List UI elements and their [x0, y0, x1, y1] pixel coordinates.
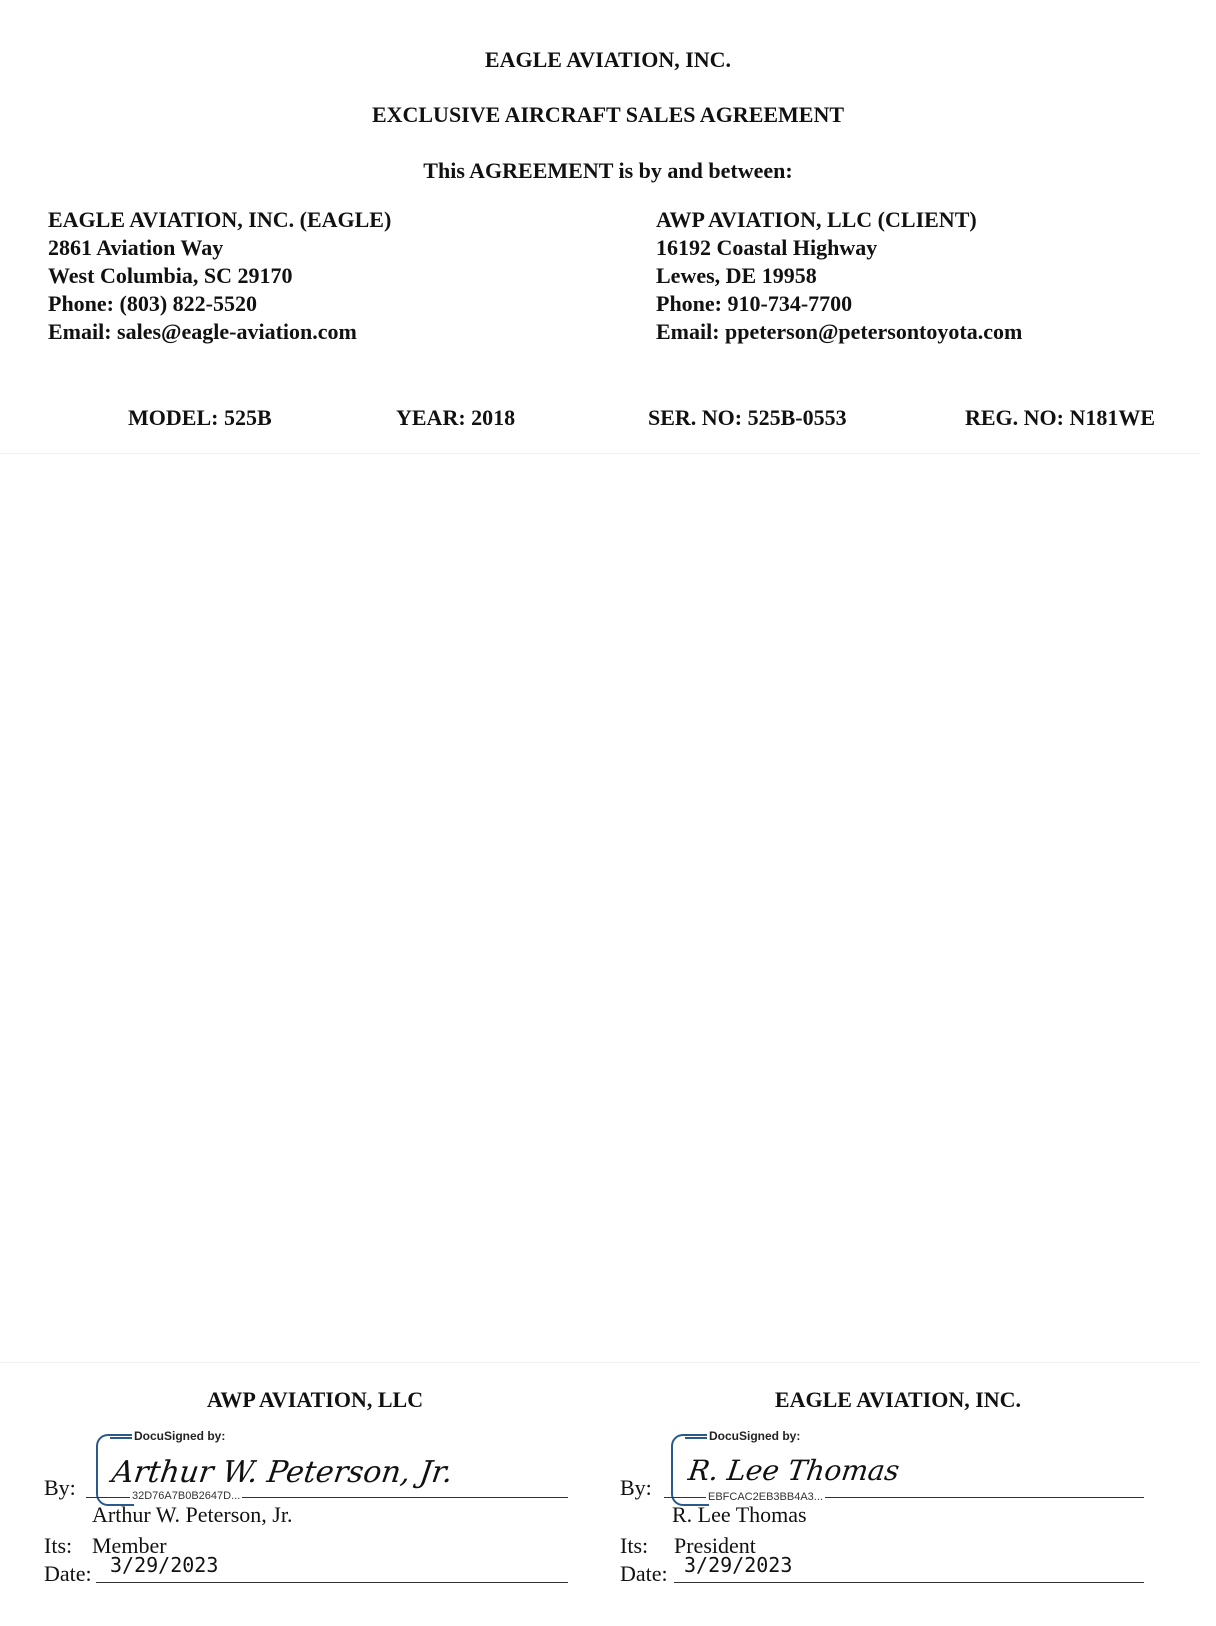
party-eagle-city: West Columbia, SC 29170 [48, 263, 293, 288]
party-eagle-street: 2861 Aviation Way [48, 235, 224, 260]
agreement-title: EXCLUSIVE AIRCRAFT SALES AGREEMENT [371, 102, 845, 127]
party-eagle-name: EAGLE AVIATION, INC. (EAGLE) [48, 207, 392, 232]
party-eagle-block [48, 206, 391, 346]
sig-right-its-label: Its: [620, 1533, 649, 1558]
page-break-top [0, 453, 1200, 454]
party-eagle-email: Email: sales@eagle-aviation.com [48, 319, 357, 344]
docusign-id-left: 32D76A7B0B2647D... [132, 1490, 241, 1502]
sig-left-date-label: Date: [44, 1561, 92, 1586]
agreement-intro: This AGREEMENT is by and between: [423, 158, 793, 183]
party-client-city: Lewes, DE 19958 [656, 263, 817, 288]
docusign-tick-right [685, 1437, 709, 1439]
sig-right-date-line [674, 1582, 1144, 1583]
party-client-phone: Phone: 910-734-7700 [656, 291, 853, 316]
sig-left-by-label: By: [44, 1475, 76, 1500]
sig-left-date: 3/29/2023 [110, 1553, 219, 1577]
sig-left-name: Arthur W. Peterson, Jr. [92, 1502, 293, 1527]
docusign-label-left: DocuSigned by: [134, 1429, 226, 1443]
signature-left [109, 1446, 455, 1496]
docusign-id-right: EBFCAC2EB3BB4A3... [708, 1491, 823, 1503]
signature-right [688, 1446, 948, 1496]
sig-left-its-label: Its: [44, 1533, 73, 1558]
sig-right-company: EAGLE AVIATION, INC. [774, 1387, 1022, 1412]
party-client-email: Email: ppeterson@petersontoyota.com [656, 319, 1023, 344]
aircraft-model: MODEL: 525B [128, 405, 272, 430]
party-eagle-phone: Phone: (803) 822-5520 [48, 291, 257, 316]
aircraft-serial: SER. NO: 525B-0553 [648, 405, 847, 430]
sig-left-company: AWP AVIATION, LLC [206, 1387, 424, 1412]
company-heading: EAGLE AVIATION, INC. [484, 47, 732, 72]
page-break-bottom [0, 1362, 1200, 1363]
docusign-label-right: DocuSigned by: [709, 1429, 801, 1443]
signature-left-text: Arthur W. Peterson, Jr. [109, 1455, 455, 1490]
signature-right-text: R. Lee Thomas [686, 1454, 902, 1487]
aircraft-year: YEAR: 2018 [396, 405, 516, 430]
sig-right-date-label: Date: [620, 1561, 668, 1586]
sig-right-title: President [674, 1533, 756, 1558]
sig-right-by-label: By: [620, 1475, 652, 1500]
party-client-street: 16192 Coastal Highway [656, 235, 878, 260]
sig-right-name: R. Lee Thomas [672, 1502, 807, 1527]
sig-left-date-line [96, 1582, 568, 1583]
sig-right-date: 3/29/2023 [684, 1553, 793, 1577]
party-client-name: AWP AVIATION, LLC (CLIENT) [656, 207, 977, 232]
docusign-tick-left [110, 1437, 134, 1439]
aircraft-registration: REG. NO: N181WE [965, 405, 1156, 430]
party-client-block [656, 206, 1022, 346]
sig-left-title: Member [92, 1533, 167, 1558]
